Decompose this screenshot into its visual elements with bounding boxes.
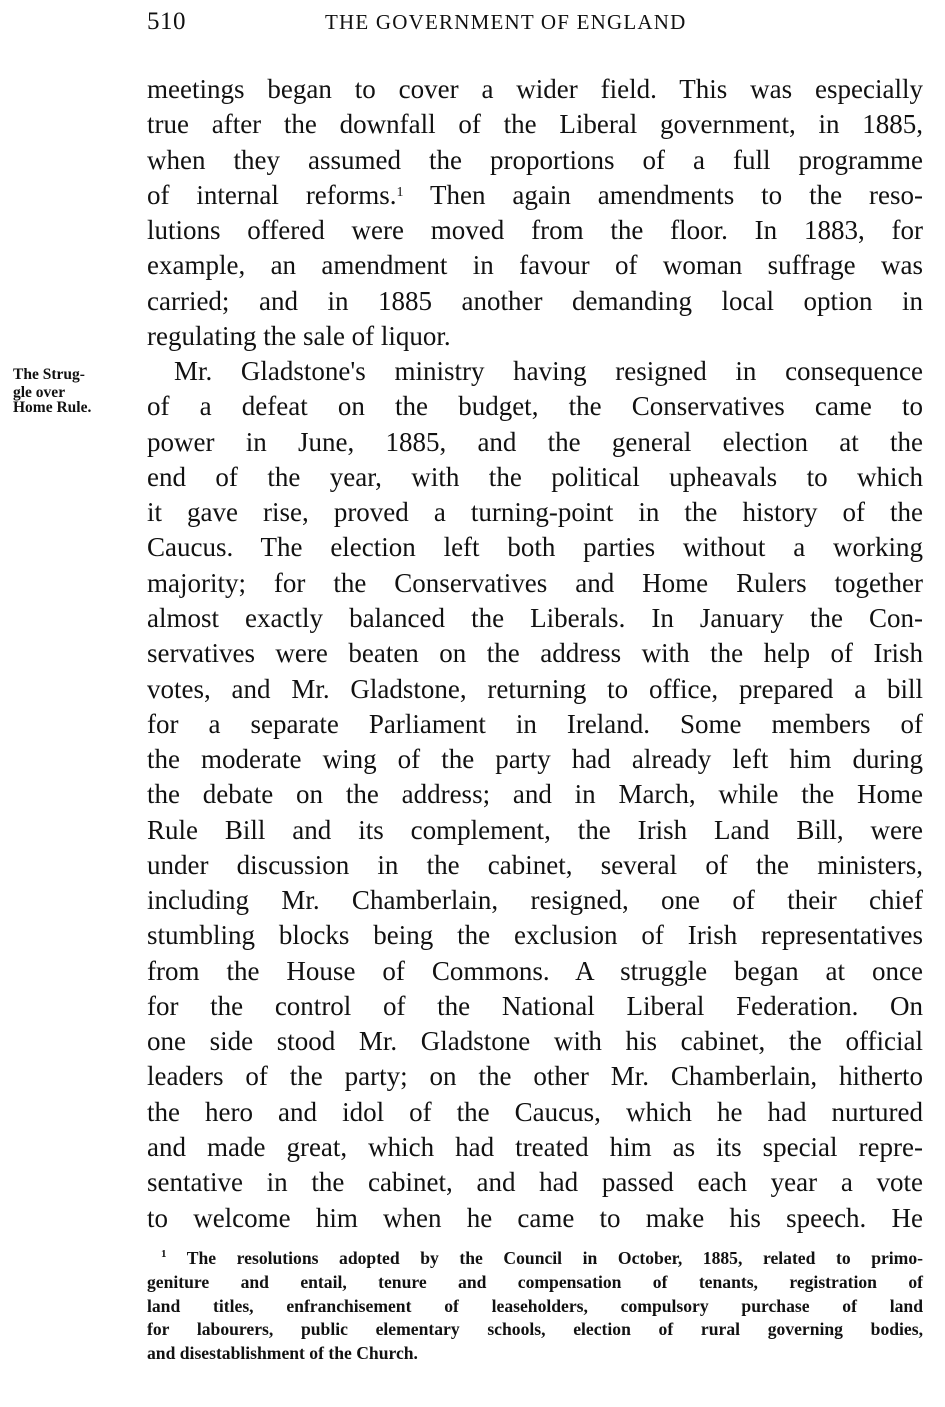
margin-note <box>13 367 135 415</box>
text-line: the moderate wing of the party had already left him during <box>147 744 923 775</box>
text-line: carried; and in 1885 another demanding local option in <box>147 285 923 316</box>
text-line: example, an amendment in favour of woman suffrage was <box>147 250 923 281</box>
margin-note-line: The Strug- <box>13 366 85 383</box>
margin-note-line: gle over <box>13 384 66 401</box>
text-line: leaders of the party; on the other Mr. Chamberlain, hitherto <box>147 1061 923 1092</box>
text-line: under discussion in the cabinet, several of the ministers, <box>147 849 923 880</box>
page-header <box>147 8 923 38</box>
text-line: one side stood Mr. Gladstone with his cabinet, the official <box>147 1026 923 1057</box>
text-line: majority; for the Conservatives and Home Rulers together <box>147 567 923 598</box>
text-line: for a separate Parliament in Ireland. Some members of <box>147 708 923 739</box>
margin-note-line: Home Rule. <box>13 399 92 416</box>
text-fragment: Then again amendments to the reso- <box>403 179 923 210</box>
running-title: THE GOVERNMENT OF ENGLAND <box>325 10 687 34</box>
text-line-with-footnote <box>147 178 923 213</box>
text-line: Mr. Gladstone's ministry having resigned in consequence <box>174 356 923 387</box>
text-line: power in June, 1885, and the general election at the <box>147 426 923 457</box>
footnote-line: for labourers, public elementary schools, election of rural governing bodies, <box>147 1319 923 1340</box>
text-line: meetings began to cover a wider field. This was especially <box>147 74 923 104</box>
text-line: for the control of the National Liberal Federation. On <box>147 990 923 1021</box>
text-fragment: of internal reforms. <box>147 179 397 210</box>
text-line: to welcome him when he came to make his speech. He <box>147 1202 923 1233</box>
footnote-line <box>147 1247 923 1271</box>
footnote-marker: 1 <box>161 1248 167 1260</box>
text-line: the debate on the address; and in March, while the Home <box>147 779 923 810</box>
text-line: it gave rise, proved a turning-point in the history of the <box>147 497 923 528</box>
text-line: end of the year, with the political upheavals to which <box>147 461 923 492</box>
footnote-text: The resolutions adopted by the Council in October, 1885, related to primo- <box>186 1248 923 1268</box>
text-line: servatives were beaten on the address with the help of Irish <box>147 638 923 669</box>
text-line: regulating the sale of liquor. <box>147 320 451 351</box>
text-line: the hero and idol of the Caucus, which he had nurtured <box>147 1096 923 1127</box>
page-number: 510 <box>147 8 186 35</box>
text-line: Caucus. The election left both parties without a working <box>147 532 923 563</box>
text-line: including Mr. Chamberlain, resigned, one of their chief <box>147 885 923 916</box>
text-line: votes, and Mr. Gladstone, returning to office, prepared a bill <box>147 673 923 704</box>
footnote-reference: 1 <box>396 184 404 200</box>
text-line: of a defeat on the budget, the Conservatives came to <box>147 391 923 422</box>
footnote <box>147 1247 923 1366</box>
text-line: sentative in the cabinet, and had passed each year a vote <box>147 1167 923 1198</box>
main-text <box>147 72 923 1236</box>
text-line: lutions offered were moved from the floor. In 1883, for <box>147 215 923 246</box>
text-line: when they assumed the proportions of a full programme <box>147 144 923 175</box>
text-line: stumbling blocks being the exclusion of Irish representatives <box>147 920 923 951</box>
text-line: Rule Bill and its complement, the Irish Land Bill, were <box>147 814 923 845</box>
text-line: from the House of Commons. A struggle began at once <box>147 955 923 986</box>
text-line: and made great, which had treated him as its special repre- <box>147 1131 923 1162</box>
text-line: almost exactly balanced the Liberals. In January the Con- <box>147 602 923 633</box>
footnote-line: geniture and entail, tenure and compensation of tenants, registration of <box>147 1271 923 1292</box>
footnote-line: land titles, enfranchisement of leaseholders, compulsory purchase of land <box>147 1295 923 1316</box>
footnote-line: and disestablishment of the Church. <box>147 1343 418 1364</box>
text-line: true after the downfall of the Liberal government, in 1885, <box>147 109 923 140</box>
